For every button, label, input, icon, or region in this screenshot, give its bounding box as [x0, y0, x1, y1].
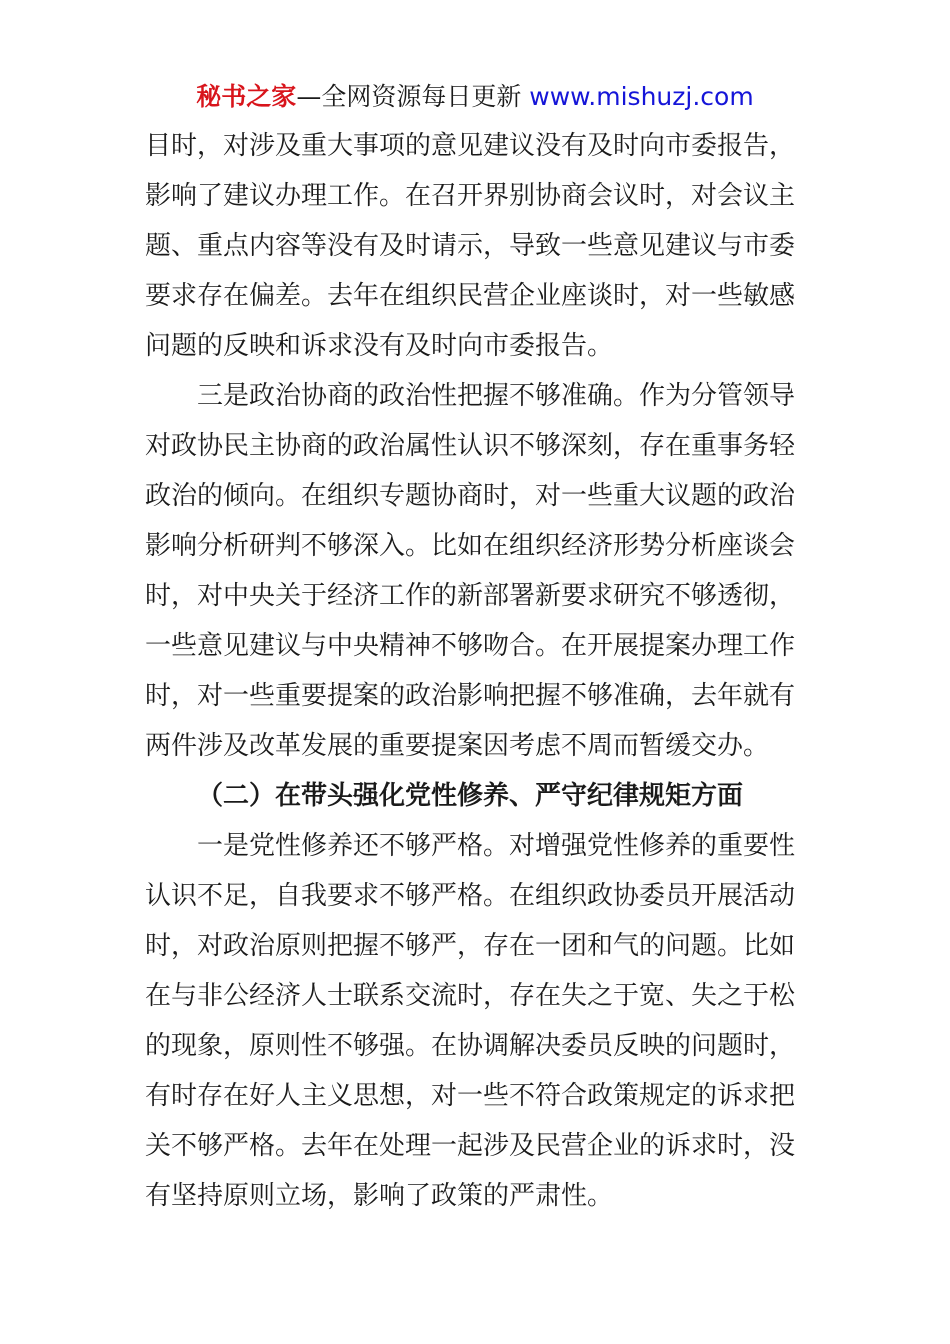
- text-line: 有坚持原则立场，影响了政策的严肃性。: [145, 1181, 614, 1211]
- text-line: 目时，对涉及重大事项的意见建议没有及时向市委报告，: [145, 131, 796, 161]
- text-line: 题、重点内容等没有及时请示，导致一些意见建议与市委: [145, 231, 796, 261]
- site-url-link[interactable]: www.mishuzj.com: [529, 82, 754, 111]
- text-line: 时，对一些重要提案的政治影响把握不够准确，去年就有: [145, 681, 796, 711]
- text-line: 政治的倾向。在组织专题协商时，对一些重大议题的政治: [145, 481, 796, 511]
- text-line: 要求存在偏差。去年在组织民营企业座谈时，对一些敏感: [145, 281, 796, 311]
- text-line: 的现象，原则性不够强。在协调解决委员反映的问题时，: [145, 1031, 796, 1061]
- text-line: 时，对政治原则把握不够严，存在一团和气的问题。比如: [145, 931, 796, 961]
- site-brand: 秘书之家: [196, 82, 297, 111]
- text-line: 影响了建议办理工作。在召开界别协商会议时，对会议主: [145, 181, 796, 211]
- text-line: 三是政治协商的政治性把握不够准确。作为分管领导: [197, 381, 796, 411]
- text-line: 问题的反映和诉求没有及时向市委报告。: [145, 331, 614, 361]
- site-tagline: —全网资源每日更新: [296, 82, 530, 111]
- section-heading: （二）在带头强化党性修养、严守纪律规矩方面: [197, 781, 744, 811]
- text-line: 在与非公经济人士联系交流时，存在失之于宽、失之于松: [145, 981, 796, 1011]
- text-line: 有时存在好人主义思想，对一些不符合政策规定的诉求把: [145, 1081, 796, 1111]
- text-line: 一是党性修养还不够严格。对增强党性修养的重要性: [197, 831, 796, 861]
- text-line: 一些意见建议与中央精神不够吻合。在开展提案办理工作: [145, 631, 796, 661]
- text-line: 时，对中央关于经济工作的新部署新要求研究不够透彻，: [145, 581, 796, 611]
- text-line: 影响分析研判不够深入。比如在组织经济形势分析座谈会: [145, 531, 796, 561]
- text-line: 两件涉及改革发展的重要提案因考虑不周而暂缓交办。: [145, 731, 770, 761]
- page-header: [0, 80, 950, 114]
- document-body: [145, 121, 807, 1221]
- text-line: 认识不足，自我要求不够严格。在组织政协委员开展活动: [145, 881, 796, 911]
- text-line: 关不够严格。去年在处理一起涉及民营企业的诉求时，没: [145, 1131, 796, 1161]
- text-line: 对政协民主协商的政治属性认识不够深刻，存在重事务轻: [145, 431, 796, 461]
